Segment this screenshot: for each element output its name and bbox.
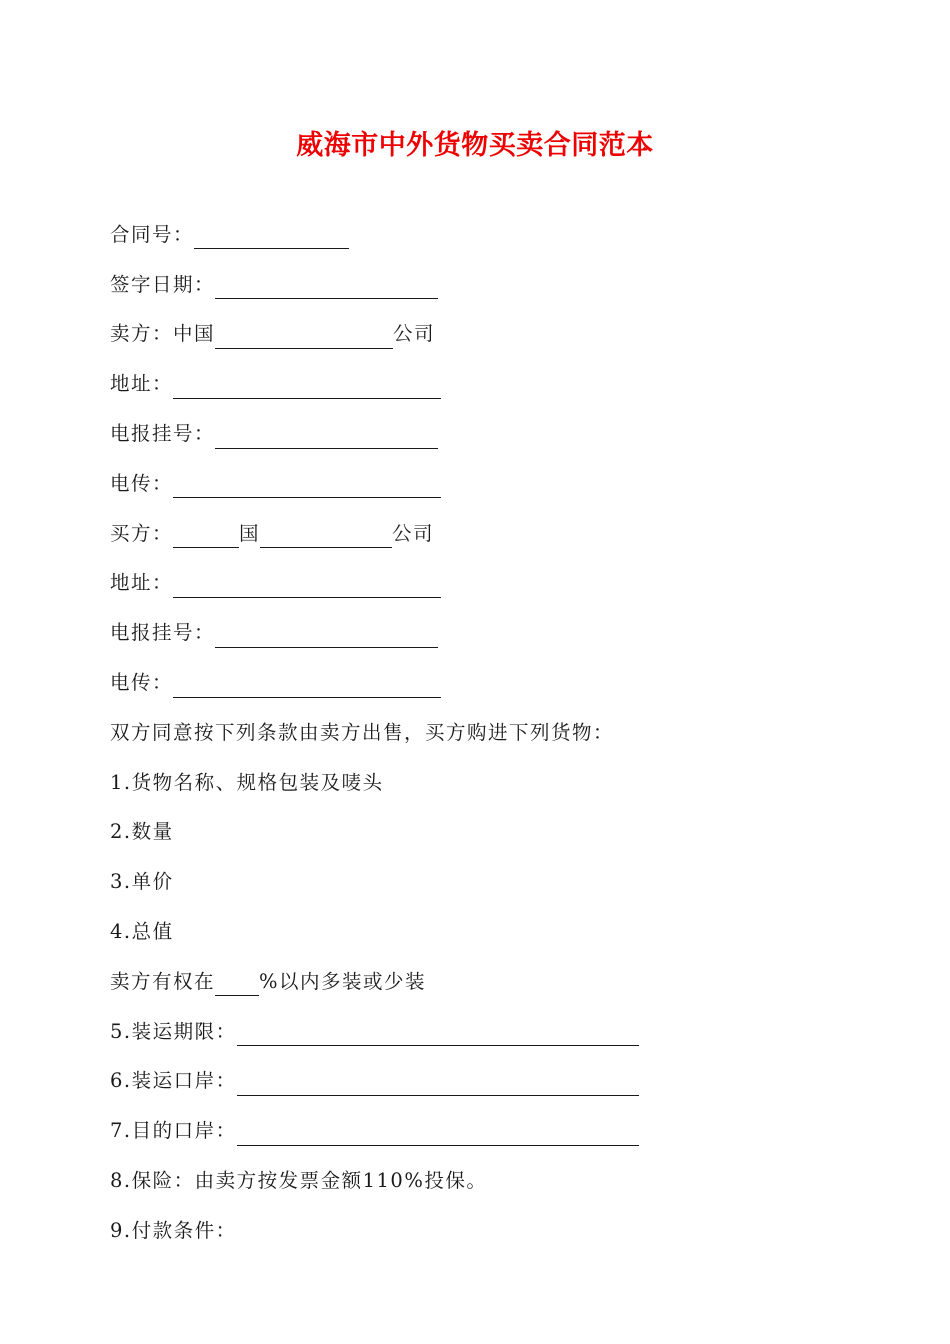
- item-9-line: [110, 1204, 870, 1254]
- seller-line: [110, 308, 870, 358]
- seller-company-blank: [215, 328, 393, 349]
- seller-suffix: 公司: [393, 322, 436, 346]
- contract-number-label: 合同号：: [110, 222, 195, 246]
- buyer-country-label: 国: [239, 521, 261, 545]
- buyer-suffix: 公司: [392, 521, 435, 545]
- buyer-telegraph-label: 电报挂号：: [110, 621, 216, 645]
- agreement-text: 双方同意按下列条款由卖方出售，买方购进下列货物：: [110, 720, 615, 744]
- contract-number-line: [110, 208, 870, 258]
- buyer-fax-label: 电传：: [110, 671, 174, 695]
- item-3-line: [110, 855, 870, 905]
- seller-fax-label: 电传：: [110, 471, 174, 495]
- seller-telegraph-line: [110, 407, 870, 457]
- item-2-text: 2.数量: [110, 820, 174, 844]
- contract-body: [110, 208, 870, 1254]
- buyer-fax-blank: [173, 677, 441, 698]
- sign-date-label: 签字日期：: [110, 272, 216, 296]
- item-7-line: [110, 1104, 870, 1154]
- item-3-text: 3.单价: [110, 870, 174, 894]
- item-1-text: 1.货物名称、规格包装及唛头: [110, 770, 384, 794]
- buyer-company-blank: [260, 527, 392, 548]
- sign-date-blank: [215, 278, 438, 299]
- buyer-address-label: 地址：: [110, 571, 174, 595]
- seller-prefix: 卖方：中国: [110, 322, 216, 346]
- seller-telegraph-blank: [215, 428, 438, 449]
- buyer-address-blank: [173, 577, 441, 598]
- seller-address-blank: [173, 378, 441, 399]
- item-7-blank: [237, 1125, 639, 1146]
- buyer-prefix: 买方：: [110, 521, 174, 545]
- item-1-line: [110, 756, 870, 806]
- item-5-blank: [237, 1025, 639, 1046]
- item-4-text: 4.总值: [110, 920, 174, 944]
- contract-number-blank: [194, 228, 349, 249]
- buyer-fax-line: [110, 656, 870, 706]
- item-6-blank: [237, 1075, 639, 1096]
- agreement-line: [110, 706, 870, 756]
- item-8-line: [110, 1154, 870, 1204]
- page-title: 威海市中外货物买卖合同范本: [296, 130, 654, 161]
- item-9-text: 9.付款条件：: [110, 1218, 237, 1242]
- tolerance-blank: [215, 975, 259, 996]
- tolerance-suffix: %以内多装或少装: [259, 969, 427, 993]
- item-8-text: 8.保险：由卖方按发票金额110%投保。: [110, 1169, 488, 1193]
- buyer-address-line: [110, 557, 870, 607]
- tolerance-line: [110, 955, 870, 1005]
- tolerance-prefix: 卖方有权在: [110, 969, 216, 993]
- seller-fax-line: [110, 457, 870, 507]
- item-6-label: 6.装运口岸：: [110, 1069, 237, 1093]
- item-6-line: [110, 1055, 870, 1105]
- item-5-line: [110, 1005, 870, 1055]
- item-7-label: 7.目的口岸：: [110, 1119, 237, 1143]
- seller-address-label: 地址：: [110, 372, 174, 396]
- buyer-telegraph-blank: [215, 627, 438, 648]
- buyer-country-blank: [173, 527, 239, 548]
- sign-date-line: [110, 258, 870, 308]
- seller-telegraph-label: 电报挂号：: [110, 422, 216, 446]
- seller-fax-blank: [173, 477, 441, 498]
- item-5-label: 5.装运期限：: [110, 1019, 237, 1043]
- item-4-line: [110, 905, 870, 955]
- buyer-telegraph-line: [110, 606, 870, 656]
- buyer-line: [110, 507, 870, 557]
- seller-address-line: [110, 357, 870, 407]
- item-2-line: [110, 806, 870, 856]
